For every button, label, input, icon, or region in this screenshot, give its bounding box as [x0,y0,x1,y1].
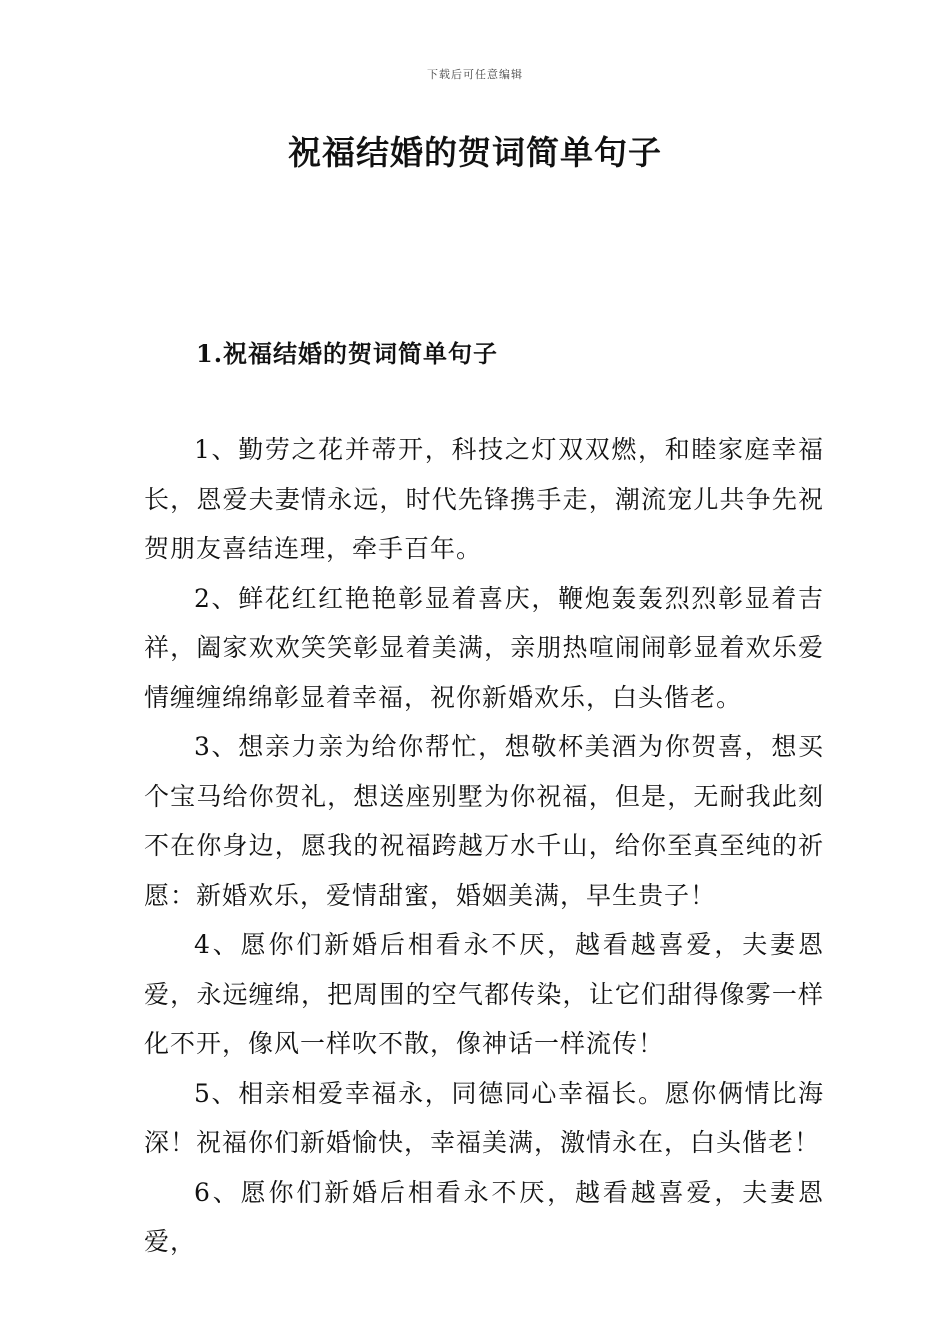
paragraph-4: 4、愿你们新婚后相看永不厌，越看越喜爱，夫妻恩爱，永远缠绵，把周围的空气都传染，让它们甜得像雾一样化不开，像风一样吹不散，像神话一样流传！ [144,930,824,1058]
document-title: 祝福结婚的贺词简单句子 [288,133,662,172]
header-note: 下载后可任意编辑 [427,68,523,81]
section-heading: 1.祝福结婚的贺词简单句子 [196,339,499,368]
paragraph-1: 1、勤劳之花并蒂开，科技之灯双双燃，和睦家庭幸福长，恩爱夫妻情永远，时代先锋携手走，潮流宠儿共争先祝贺朋友喜结连理，牵手百年。 [144,435,824,563]
paragraph-5: 5、相亲相爱幸福永，同德同心幸福长。愿你俩情比海深！祝福你们新婚愉快，幸福美满，激情永在，白头偕老！ [144,1078,824,1157]
paragraph-2: 2、鲜花红红艳艳彰显着喜庆，鞭炮轰轰烈烈彰显着吉祥，阖家欢欢笑笑彰显着美满，亲朋热喧闹闹彰显着欢乐爱情缠缠绵绵彰显着幸福，祝你新婚欢乐，白头偕老。 [144,583,824,712]
paragraph-6: 6、愿你们新婚后相看永不厌，越看越喜爱，夫妻恩爱， [144,1177,824,1256]
paragraph-3: 3、想亲力亲为给你帮忙，想敬杯美酒为你贺喜，想买个宝马给你贺礼，想送座别墅为你祝福，但是，无耐我此刻不在你身边，愿我的祝福跨越万水千山，给你至真至纯的祈愿：新婚欢乐，爱情甜蜜，婚姻美满，早生贵子！ [144,732,824,910]
body-text [144,425,824,1267]
